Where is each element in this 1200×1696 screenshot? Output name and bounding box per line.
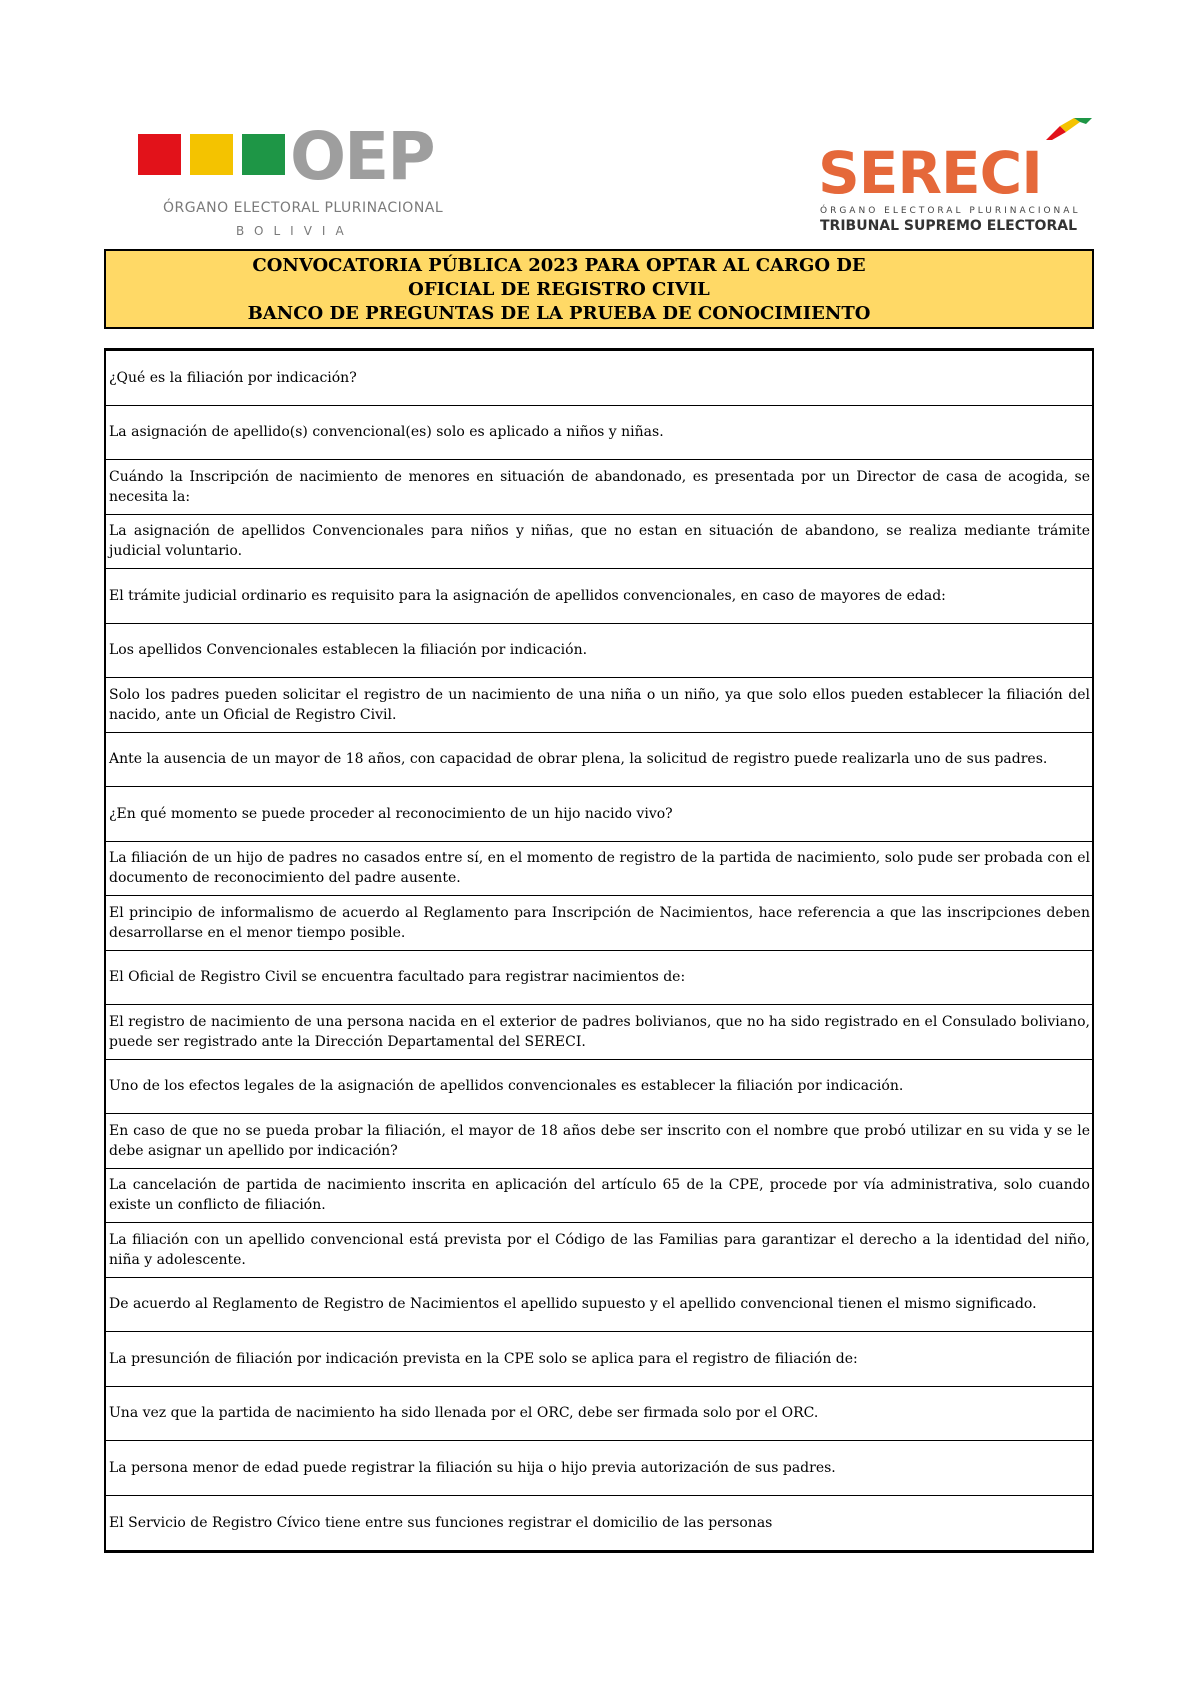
table-row	[106, 351, 1092, 406]
question-text: ¿Qué es la filiación por indicación?	[109, 369, 357, 386]
question-text: Uno de los efectos legales de la asignación de apellidos convencionales es establecer la filiación por indicación.	[109, 1078, 904, 1095]
table-row	[106, 1005, 1092, 1060]
question-text: Una vez que la partida de nacimiento ha sido llenada por el ORC, debe ser firmada solo por el ORC.	[109, 1405, 819, 1422]
question-text: La asignación de apellido(s) convencional(es) solo es aplicado a niños y niñas.	[109, 424, 664, 441]
table-row	[106, 951, 1092, 1006]
table-row	[106, 1114, 1092, 1169]
title-line-1: CONVOCATORIA PÚBLICA 2023 PARA OPTAR AL CARGO DE	[252, 255, 866, 276]
oep-green-square	[242, 134, 285, 175]
question-text: El principio de informalismo de acuerdo al Reglamento para Inscripción de Nacimientos, hace referencia a que las inscripciones deben desarrollarse en el menor tiempo posible.	[109, 904, 1090, 941]
sereci-wordmark: SERECI	[818, 139, 1042, 207]
question-text: ¿En qué momento se puede proceder al reconocimiento de un hijo nacido vivo?	[109, 805, 673, 822]
table-row	[106, 1387, 1092, 1442]
table-row	[106, 1332, 1092, 1387]
table-row	[106, 1169, 1092, 1224]
question-text: La presunción de filiación por indicación prevista en la CPE solo se aplica para el registro de filiación de:	[109, 1350, 858, 1367]
question-text: El Servicio de Registro Cívico tiene entre sus funciones registrar el domicilio de las personas	[109, 1514, 773, 1531]
table-row	[106, 842, 1092, 897]
question-text: La cancelación de partida de nacimiento inscrita en aplicación del artículo 65 de la CPE, procede por vía administrativa, solo cuando existe un conflicto de filiación.	[109, 1177, 1090, 1214]
document-title-box	[104, 249, 1094, 329]
bolivia-flag-icon	[1046, 118, 1092, 140]
table-row	[106, 1278, 1092, 1333]
table-row	[106, 678, 1092, 733]
title-line-3: BANCO DE PREGUNTAS DE LA PRUEBA DE CONOCIMIENTO	[247, 303, 871, 324]
table-row	[106, 569, 1092, 624]
sereci-logo	[818, 118, 1090, 240]
sereci-tagline: TRIBUNAL SUPREMO ELECTORAL	[820, 218, 1077, 234]
table-row	[106, 1223, 1092, 1278]
oep-subtitle: ÓRGANO ELECTORAL PLURINACIONAL	[163, 200, 444, 216]
question-text: Cuándo la Inscripción de nacimiento de menores en situación de abandonado, es presentada por un Director de casa de acogida, se necesita la:	[109, 468, 1090, 505]
question-text: El trámite judicial ordinario es requisito para la asignación de apellidos convencionales, en caso de mayores de edad:	[109, 587, 946, 604]
question-text: La filiación de un hijo de padres no casados entre sí, en el momento de registro de la partida de nacimiento, solo pude ser probada con el documento de reconocimiento del padre ausente.	[109, 850, 1090, 887]
question-text: Los apellidos Convencionales establecen la filiación por indicación.	[109, 642, 588, 659]
question-text: Solo los padres pueden solicitar el registro de un nacimiento de una niña o un niño, ya que solo ellos pueden establecer la filiación del nacido, ante un Oficial de Registro Civil.	[109, 686, 1090, 723]
sereci-subtitle: ÓRGANO ELECTORAL PLURINACIONAL	[820, 206, 1081, 216]
question-text: La asignación de apellidos Convencionales para niños y niñas, que no estan en situación de abandono, se realiza mediante trámite judicial voluntario.	[109, 523, 1090, 560]
table-row	[106, 1496, 1092, 1551]
question-text: Ante la ausencia de un mayor de 18 años, con capacidad de obrar plena, la solicitud de registro puede realizarla uno de sus padres.	[109, 751, 1048, 768]
table-row	[106, 460, 1092, 515]
table-row	[106, 896, 1092, 951]
question-text: De acuerdo al Reglamento de Registro de Nacimientos el apellido supuesto y el apellido convencional tienen el mismo significado.	[109, 1296, 1037, 1313]
question-text: En caso de que no se pueda probar la filiación, el mayor de 18 años debe ser inscrito con el nombre que probó utilizar en su vida y se le debe asignar un apellido por indicación?	[109, 1122, 1090, 1159]
table-row	[106, 1441, 1092, 1496]
questions-table	[104, 348, 1094, 1553]
table-row	[106, 1060, 1092, 1115]
question-text: El registro de nacimiento de una persona nacida en el exterior de padres bolivianos, que no ha sido registrado en el Consulado boliviano, puede ser registrado ante la Dirección Departamental del SERECI.	[109, 1013, 1090, 1050]
title-line-2: OFICIAL DE REGISTRO CIVIL	[408, 279, 710, 300]
table-row	[106, 733, 1092, 788]
oep-yellow-square	[190, 134, 233, 175]
table-row	[106, 787, 1092, 842]
oep-wordmark: OEP	[290, 118, 434, 195]
question-text: La persona menor de edad puede registrar la filiación su hija o hijo previa autorización de sus padres.	[109, 1459, 836, 1476]
oep-red-square	[138, 134, 181, 175]
oep-logo	[138, 118, 468, 242]
question-text: La filiación con un apellido convencional está prevista por el Código de las Familias para garantizar el derecho a la identidad del niño, niña y adolescente.	[109, 1231, 1090, 1268]
table-row	[106, 515, 1092, 570]
oep-country: BOLIVIA	[236, 224, 354, 238]
table-row	[106, 406, 1092, 461]
question-text: El Oficial de Registro Civil se encuentra facultado para registrar nacimientos de:	[109, 969, 686, 986]
oep-color-squares	[138, 134, 285, 175]
table-row	[106, 624, 1092, 679]
